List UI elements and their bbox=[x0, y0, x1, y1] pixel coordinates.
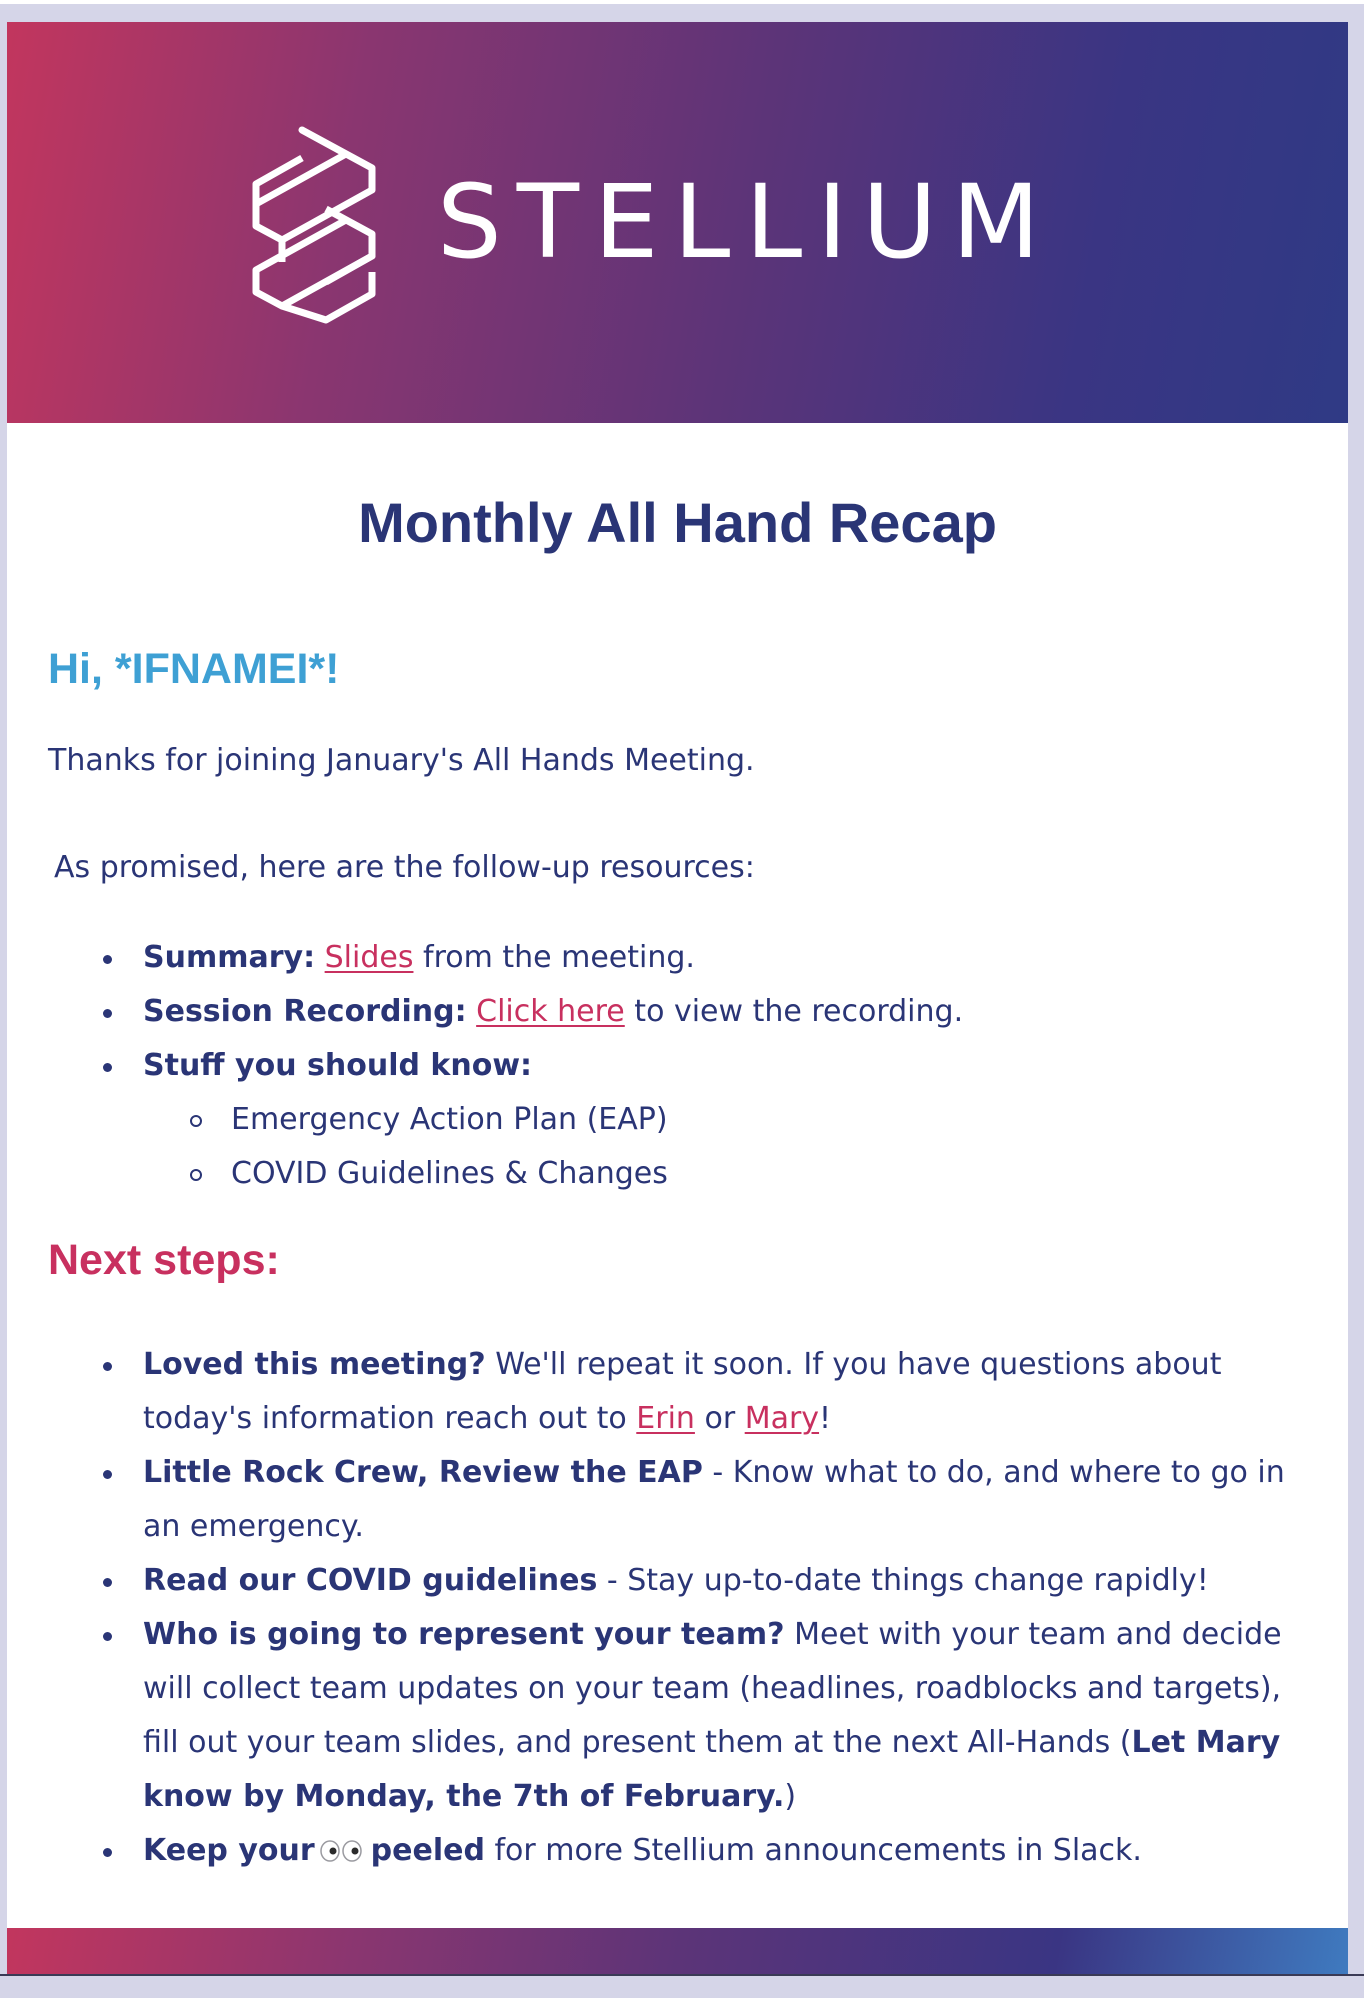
greeting: Hi, *IFNAMEI*! bbox=[48, 645, 340, 693]
header-banner bbox=[7, 22, 1348, 423]
covid-text: - Stay up-to-date things change rapidly! bbox=[597, 1563, 1209, 1598]
crew-bold: Little Rock Crew, Review the EAP bbox=[143, 1455, 703, 1490]
next-steps-heading: Next steps: bbox=[48, 1236, 280, 1284]
list-item-summary bbox=[55, 931, 1305, 985]
loved-end: ! bbox=[819, 1401, 832, 1436]
recording-text: to view the recording. bbox=[624, 994, 964, 1029]
peeled-text: for more Stellium announcements in Slack. bbox=[484, 1833, 1142, 1868]
brand-name: STELLIUM bbox=[437, 163, 1055, 282]
peeled-bold-2: peeled bbox=[370, 1833, 485, 1868]
represent-deadline: Let Mary know by Monday, the 7th of February. bbox=[143, 1725, 1281, 1814]
loved-bold: Loved this meeting? bbox=[143, 1347, 486, 1382]
summary-text: from the meeting. bbox=[413, 940, 695, 975]
recording-label: Session Recording: bbox=[143, 994, 467, 1029]
list-item-represent bbox=[55, 1608, 1315, 1824]
recording-link[interactable]: Click here bbox=[476, 994, 625, 1029]
list-item-know bbox=[55, 1039, 1305, 1201]
peeled-bold-1: Keep your bbox=[143, 1833, 315, 1868]
loved-or: or bbox=[694, 1401, 745, 1436]
list-item-recording bbox=[55, 985, 1305, 1039]
intro-promise: As promised, here are the follow-up resources: bbox=[54, 850, 755, 885]
eyes-icon bbox=[319, 1840, 363, 1862]
represent-text: Meet with your team and decide will collect team updates on your team (headlines, roadblocks and targets), fill out your team slides, and present them at the next All-Hands ( bbox=[143, 1617, 1282, 1760]
next-steps-list bbox=[55, 1338, 1315, 1878]
page-title: Monthly All Hand Recap bbox=[358, 491, 997, 554]
window-top-strip bbox=[0, 0, 1364, 4]
loved-text: We'll repeat it soon. If you have questions about today's information reach out to bbox=[143, 1347, 1222, 1436]
represent-bold: Who is going to represent your team? bbox=[143, 1617, 785, 1652]
list-item-loved bbox=[55, 1338, 1315, 1446]
sublist-item-eap: Emergency Action Plan (EAP) bbox=[143, 1093, 1305, 1147]
erin-link[interactable]: Erin bbox=[636, 1401, 695, 1436]
know-label: Stuff you should know: bbox=[143, 1048, 533, 1083]
email-body bbox=[7, 22, 1348, 1976]
crew-text: - Know what to do, and where to go in an emergency. bbox=[143, 1455, 1285, 1544]
mary-link[interactable]: Mary bbox=[744, 1401, 820, 1436]
stellium-logo-icon bbox=[244, 122, 384, 327]
represent-end: ) bbox=[784, 1779, 797, 1814]
slides-link[interactable]: Slides bbox=[324, 940, 414, 975]
covid-bold: Read our COVID guidelines bbox=[143, 1563, 598, 1598]
list-item-covid bbox=[55, 1554, 1315, 1608]
list-item-peeled bbox=[55, 1824, 1315, 1878]
window-bottom-line bbox=[0, 1974, 1364, 1976]
know-sublist bbox=[143, 1093, 1305, 1201]
resources-list bbox=[55, 931, 1305, 1201]
list-item-crew bbox=[55, 1446, 1315, 1554]
intro-thanks: Thanks for joining January's All Hands Meeting. bbox=[48, 743, 755, 778]
sublist-item-covid: COVID Guidelines & Changes bbox=[143, 1147, 1305, 1201]
summary-label: Summary: bbox=[143, 940, 316, 975]
footer-banner bbox=[7, 1928, 1348, 1976]
